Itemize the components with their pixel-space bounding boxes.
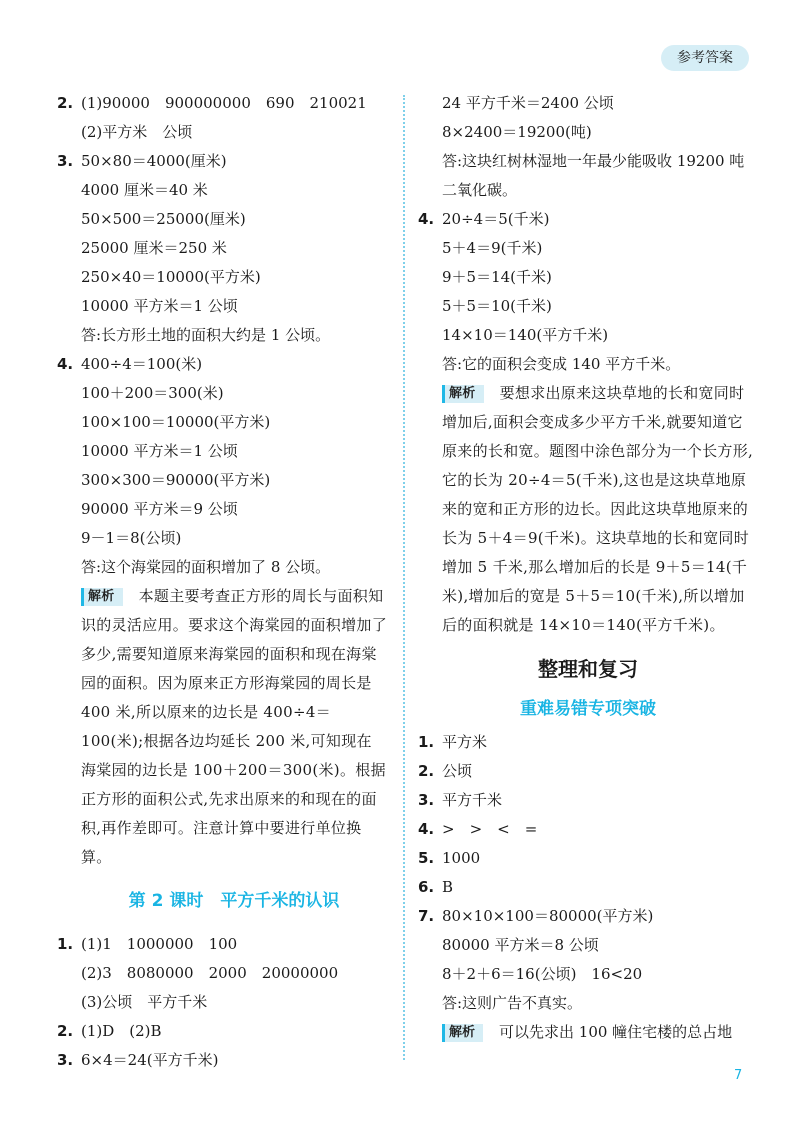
question-number: 2. [418,762,435,780]
review-item: 2. 公顷 [418,757,758,786]
answer-line: 二氧化碳。 [442,181,518,199]
question-number: 5. [418,849,435,867]
analysis-text: 本题主要考查正方形的周长与面积知识的灵活应用。要求这个海棠园的面积增加了多少,需要知道原来海棠园的面积和现在海棠园的面积。因为原来正方形海棠园的周长是 400 米,所以原来的边长是 400÷4＝100(米);根据各边均延长 200 米,可知现在海棠园的边长是 100＋200＝300(米)。根据正方形的面积公式,先求出原来的和现在的面积,再作差即可。注意计算中要进行单位换算。 [81,587,388,866]
review-item: 3. 平方千米 [418,786,758,815]
analysis-tag: 解析 [442,1024,483,1042]
answer-line: 90000 平方米＝9 公顷 [81,500,238,518]
column-divider [403,95,405,1060]
analysis-text: 可以先求出 100 幢住宅楼的总占地 [499,1023,733,1041]
answer-line: 答:这则广告不真实。 [442,994,583,1012]
left-column [57,89,387,1075]
analysis-tag: 解析 [442,385,484,403]
answer-line: 10000 平方米＝1 公顷 [81,442,238,460]
analysis-text: 要想求出原来这块草地的长和宽同时增加后,面积会变成多少平方千米,就要知道它原来的长和宽。题图中涂色部分为一个长方形,它的长为 20÷4＝5(千米),这也是这块草地原来的宽和正方形的边长。因此这块草地原来的长为 5＋4＝9(千米)。这块草地的长和宽同时增加 5 千米,那么增加后的长是 9＋5＝14(千米),增加后的宽是 5＋5＝10(千米),所以增加后的面积就是 14×10＝140(平方千米)。 [442,384,754,634]
question-number: 7. [418,907,435,925]
right-column [418,89,758,1047]
answer-line: 8＋2＋6＝16(公顷) 16<20 [442,965,643,983]
question-2: 2. (1)90000 900000000 690 210021 [57,89,387,118]
answer-line: 25000 厘米＝250 米 [81,239,227,257]
answer-line: 9＋5＝14(千米) [442,268,552,286]
answer-line: (2)平方米 公顷 [81,123,193,141]
question-number: 3. [418,791,435,809]
answer-line: 14×10＝140(平方千米) [442,326,609,344]
answer-line: 50×500＝25000(厘米) [81,210,246,228]
question-4: 4. 400÷4＝100(米) [57,350,387,379]
answer-line: 100＋200＝300(米) [81,384,224,402]
question-number: 3. [57,152,74,170]
question-number: 3. [57,1051,74,1069]
answer-line: 250×40＝10000(平方米) [81,268,261,286]
review-item: 4. > > < = [418,815,758,844]
section-subtitle: 重难易错专项突破 [520,699,656,719]
answer-line: 5＋5＝10(千米) [442,297,552,315]
question-4: 4. 20÷4＝5(千米) [418,205,758,234]
answer-line: (3)公顷 平方千米 [81,993,208,1011]
review-item: 6. B [418,873,758,902]
page-number: 7 [734,1068,743,1083]
section-title: 整理和复习 [538,657,638,681]
question-number: 2. [57,1022,74,1040]
answer-line: 24 平方千米＝2400 公顷 [442,94,614,112]
review-item: 5. 1000 [418,844,758,873]
analysis-tag: 解析 [81,588,123,606]
answer-line: 10000 平方米＝1 公顷 [81,297,238,315]
question-number: 2. [57,94,74,112]
lesson-title: 第 2 课时 平方千米的认识 [128,891,340,911]
answer-line: 300×300＝90000(平方米) [81,471,271,489]
answer-line: 80000 平方米＝8 公顷 [442,936,599,954]
lesson-question-3: 3. 6×4＝24(平方千米) [57,1046,387,1075]
answer-line: 9－1＝8(公顷) [81,529,182,547]
answer-line: 答:这块红树林湿地一年最少能吸收 19200 吨 [442,152,745,170]
question-number: 6. [418,878,435,896]
question-number: 4. [418,820,435,838]
lesson-question-1: 1. (1)1 1000000 100 [57,930,387,959]
question-number: 4. [57,355,74,373]
answer-line: 答:它的面积会变成 140 平方千米。 [442,355,681,373]
question-number: 1. [418,733,435,751]
answer-line: 4000 厘米＝40 米 [81,181,208,199]
analysis-block [57,582,387,872]
question-3: 3. 50×80＝4000(厘米) [57,147,387,176]
answer-line: 5＋4＝9(千米) [442,239,543,257]
review-question-7: 7. 80×10×100＝80000(平方米) [418,902,758,931]
analysis-block [418,379,758,640]
question-number: 4. [418,210,435,228]
answer-line: 8×2400＝19200(吨) [442,123,592,141]
analysis-block [418,1018,758,1047]
review-item: 1. 平方米 [418,728,758,757]
answer-key-badge: 参考答案 [661,45,749,71]
answer-line: 答:长方形土地的面积大约是 1 公顷。 [81,326,331,344]
answer-line: 100×100＝10000(平方米) [81,413,271,431]
answer-line: 答:这个海棠园的面积增加了 8 公顷。 [81,558,331,576]
question-number: 1. [57,935,74,953]
answer-line: (2)3 8080000 2000 20000000 [81,964,339,982]
lesson-question-2: 2. (1)D (2)B [57,1017,387,1046]
